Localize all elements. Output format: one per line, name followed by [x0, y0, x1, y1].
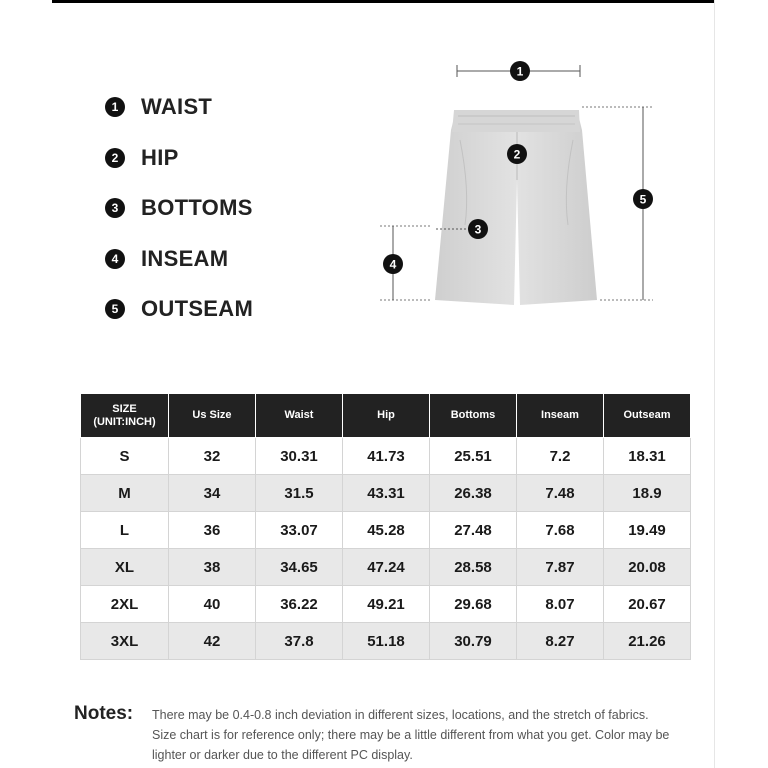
table-cell: 7.87 — [517, 549, 604, 586]
table-cell: 49.21 — [343, 586, 430, 623]
size-chart-table — [80, 393, 691, 660]
header-outseam: Outseam — [604, 394, 691, 438]
table-cell: 45.28 — [343, 512, 430, 549]
table-cell: 27.48 — [430, 512, 517, 549]
number-badge: 2 — [105, 148, 125, 168]
table-cell: 8.27 — [517, 623, 604, 660]
table-cell: S — [81, 438, 169, 475]
header-inseam: Inseam — [517, 394, 604, 438]
table-cell: 40 — [169, 586, 256, 623]
table-cell: 37.8 — [256, 623, 343, 660]
table-cell: M — [81, 475, 169, 512]
legend-label: OUTSEAM — [141, 296, 254, 322]
table-cell: 30.31 — [256, 438, 343, 475]
table-cell: 8.07 — [517, 586, 604, 623]
right-border — [714, 0, 715, 768]
header-hip: Hip — [343, 394, 430, 438]
legend-label: HIP — [141, 144, 179, 170]
table-row — [81, 549, 691, 586]
header-waist: Waist — [256, 394, 343, 438]
marker-outseam — [633, 189, 653, 209]
table-cell: 34.65 — [256, 549, 343, 586]
table-cell: 7.68 — [517, 512, 604, 549]
table-cell: 26.38 — [430, 475, 517, 512]
marker-waist — [510, 61, 530, 81]
table-cell: 19.49 — [604, 512, 691, 549]
number-badge: 5 — [105, 299, 125, 319]
table-row — [81, 512, 691, 549]
table-cell: 29.68 — [430, 586, 517, 623]
legend-label: WAIST — [141, 94, 213, 120]
number-badge: 1 — [105, 97, 125, 117]
table-cell: 51.18 — [343, 623, 430, 660]
table-cell: 41.73 — [343, 438, 430, 475]
table-cell: 28.58 — [430, 549, 517, 586]
number-badge: 4 — [105, 249, 125, 269]
table-cell: 21.26 — [604, 623, 691, 660]
header-us-size: Us Size — [169, 394, 256, 438]
header-bottoms: Bottoms — [430, 394, 517, 438]
table-cell: 20.08 — [604, 549, 691, 586]
svg-text:4: 4 — [389, 257, 397, 272]
legend-item-inseam — [105, 234, 253, 285]
svg-text:2: 2 — [513, 147, 521, 162]
table-row — [81, 586, 691, 623]
legend-item-outseam — [105, 284, 253, 335]
table-cell: 34 — [169, 475, 256, 512]
table-cell: 25.51 — [430, 438, 517, 475]
top-border — [52, 0, 714, 3]
svg-text:5: 5 — [639, 192, 647, 207]
table-cell: 38 — [169, 549, 256, 586]
legend-item-hip — [105, 133, 253, 184]
header-size-unit-line2: (UNIT:INCH) — [93, 415, 156, 428]
table-header-row — [81, 394, 691, 438]
table-cell: 18.9 — [604, 475, 691, 512]
table-cell: 20.67 — [604, 586, 691, 623]
table-cell: 7.48 — [517, 475, 604, 512]
marker-inseam — [383, 254, 403, 274]
table-cell: 18.31 — [604, 438, 691, 475]
table-cell: 32 — [169, 438, 256, 475]
svg-text:3: 3 — [474, 222, 482, 237]
notes-section — [74, 703, 672, 765]
marker-hip — [507, 144, 527, 164]
shorts-illustration — [435, 110, 597, 305]
table-cell: 43.31 — [343, 475, 430, 512]
legend-item-bottoms — [105, 183, 253, 234]
legend-label: INSEAM — [141, 245, 229, 271]
table-row — [81, 475, 691, 512]
header-size-unit-line1: SIZE — [112, 402, 137, 415]
table-cell: 31.5 — [256, 475, 343, 512]
table-cell: 47.24 — [343, 549, 430, 586]
table-cell: L — [81, 512, 169, 549]
table-cell: XL — [81, 549, 169, 586]
notes-text: There may be 0.4-0.8 inch deviation in different sizes, locations, and the stretch of fabrics. Size chart is for reference only; there may be a little different from what you get. Color may be lighter or darker due to the different PC display. — [152, 708, 670, 762]
measurement-legend — [105, 82, 253, 335]
table-row — [81, 438, 691, 475]
number-badge: 3 — [105, 198, 125, 218]
table-row — [81, 623, 691, 660]
header-size-unit — [81, 394, 169, 438]
legend-item-waist — [105, 82, 253, 133]
table-cell: 33.07 — [256, 512, 343, 549]
table-cell: 30.79 — [430, 623, 517, 660]
table-cell: 7.2 — [517, 438, 604, 475]
table-cell: 3XL — [81, 623, 169, 660]
table-cell: 2XL — [81, 586, 169, 623]
table-cell: 42 — [169, 623, 256, 660]
shorts-measurement-diagram — [370, 50, 670, 320]
notes-label: Notes: — [74, 703, 134, 724]
table-cell: 36.22 — [256, 586, 343, 623]
table-cell: 36 — [169, 512, 256, 549]
legend-label: BOTTOMS — [141, 195, 253, 221]
svg-text:1: 1 — [516, 64, 524, 79]
